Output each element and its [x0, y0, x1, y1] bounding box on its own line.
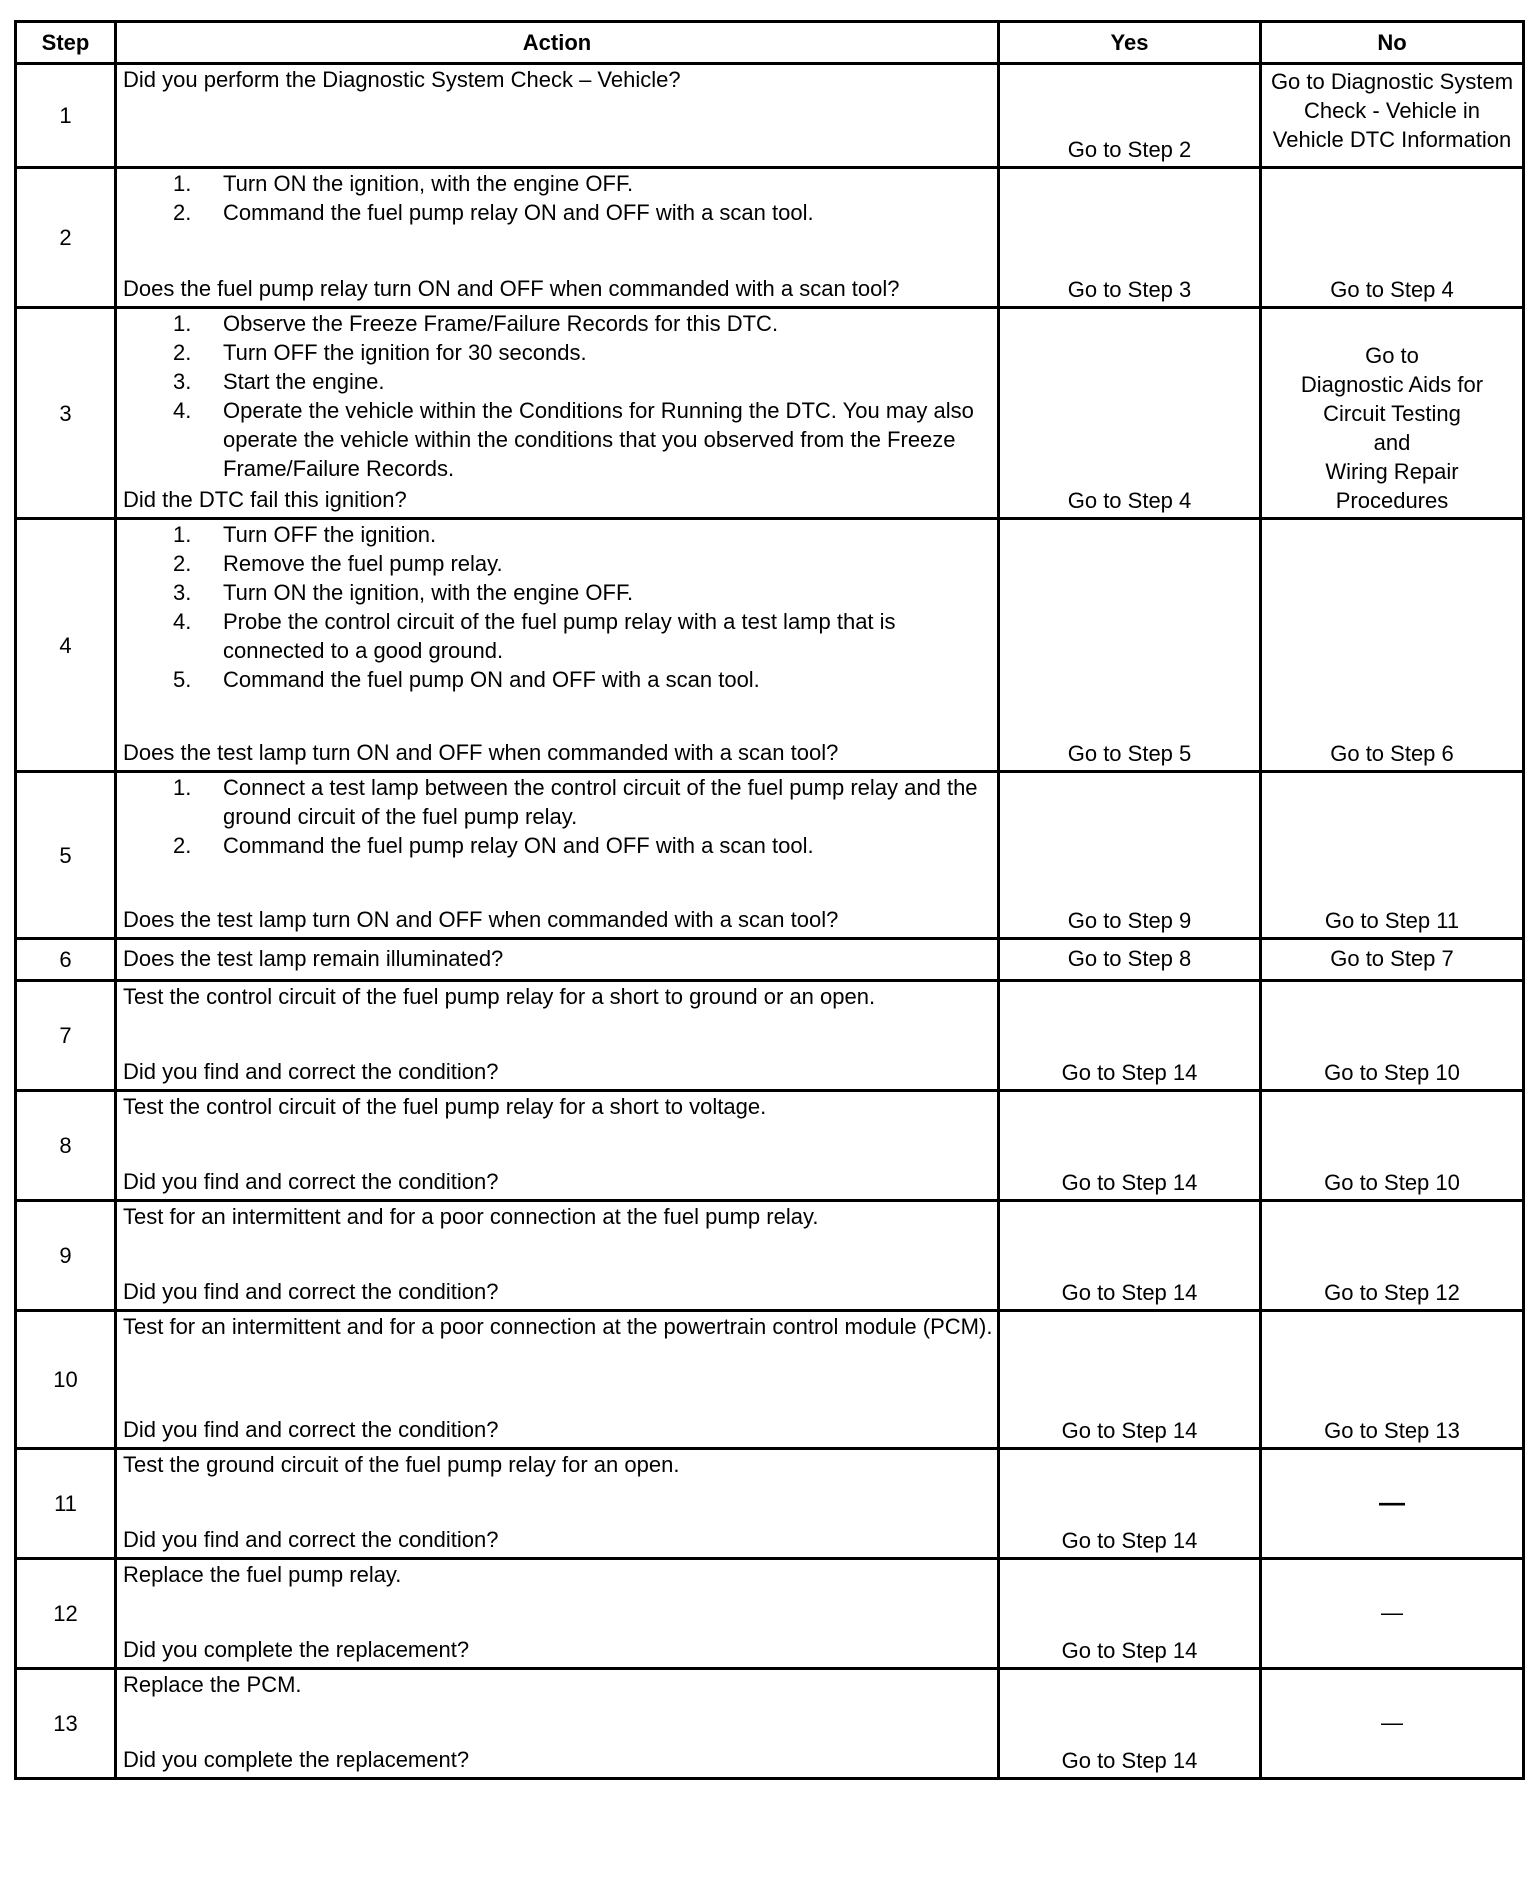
header-yes: Yes [999, 22, 1261, 64]
action-question: Did you find and correct the condition? [123, 1417, 499, 1442]
table-row [16, 981, 1524, 1091]
table-row [16, 308, 1524, 519]
action-question: Did you find and correct the condition? [123, 1169, 499, 1194]
yes-cell: Go to Step 8 [999, 939, 1261, 981]
action-question: Does the test lamp turn ON and OFF when commanded with a scan tool? [123, 740, 839, 765]
step-number: 11 [16, 1449, 116, 1559]
action-question: Did you find and correct the condition? [123, 1527, 499, 1552]
table-row [16, 1669, 1524, 1779]
yes-cell: Go to Step 14 [999, 1201, 1261, 1311]
step-number: 8 [16, 1091, 116, 1201]
no-cell: Go to Step 7 [1261, 939, 1524, 981]
no-cell [1261, 1449, 1524, 1559]
table-row [16, 1311, 1524, 1449]
action-step-item: 1. Connect a test lamp between the control circuit of the fuel pump relay and the ground circuit of the fuel pump relay. [173, 775, 978, 829]
header-no: No [1261, 22, 1524, 64]
yes-cell: Go to Step 3 [999, 168, 1261, 308]
yes-cell: Go to Step 4 [999, 308, 1261, 519]
table-row [16, 64, 1524, 168]
yes-cell: Go to Step 14 [999, 1669, 1261, 1779]
action-intro: Did you perform the Diagnostic System Check – Vehicle? [123, 67, 681, 92]
table-row [16, 1091, 1524, 1201]
yes-cell: Go to Step 5 [999, 519, 1261, 772]
action-step-item: 2. Command the fuel pump relay ON and OFF with a scan tool. [173, 200, 814, 225]
action-intro: Test for an intermittent and for a poor connection at the powertrain control module (PCM). [123, 1314, 993, 1339]
action-cell [116, 519, 999, 772]
table-row [16, 772, 1524, 939]
action-intro: Replace the fuel pump relay. [123, 1562, 402, 1587]
step-number: 1 [16, 64, 116, 168]
action-question: Did you complete the replacement? [123, 1747, 470, 1772]
table-row [16, 1559, 1524, 1669]
step-number: 13 [16, 1669, 116, 1779]
action-step-item: 3. Turn ON the ignition, with the engine OFF. [173, 580, 634, 605]
header-step: Step [16, 22, 116, 64]
action-question: Did you find and correct the condition? [123, 1059, 499, 1084]
no-cell: Go to Step 10 [1261, 981, 1524, 1091]
action-intro: Test the control circuit of the fuel pump relay for a short to ground or an open. [123, 984, 876, 1009]
action-intro: Does the test lamp remain illuminated? [123, 946, 504, 971]
action-cell [116, 1091, 999, 1201]
yes-cell: Go to Step 14 [999, 981, 1261, 1091]
step-number: 5 [16, 772, 116, 939]
no-cell: Go to Step 6 [1261, 519, 1524, 772]
action-step-item: 4. Probe the control circuit of the fuel pump relay with a test lamp that is connected to a good ground. [173, 609, 896, 663]
action-cell [116, 1669, 999, 1779]
no-cell: Go to Step 4 [1261, 168, 1524, 308]
action-cell [116, 981, 999, 1091]
action-question: Did the DTC fail this ignition? [123, 487, 407, 512]
step-number: 12 [16, 1559, 116, 1669]
step-number: 9 [16, 1201, 116, 1311]
action-step-item: 2. Turn OFF the ignition for 30 seconds. [173, 340, 587, 365]
yes-cell: Go to Step 14 [999, 1449, 1261, 1559]
no-cell: Go to Step 11 [1261, 772, 1524, 939]
step-number: 2 [16, 168, 116, 308]
action-steps [123, 520, 993, 694]
yes-cell: Go to Step 9 [999, 772, 1261, 939]
diagnostic-table [14, 20, 1525, 1780]
no-cell: Go to Diagnostic Aids for Circuit Testing and Wiring Repair Procedures [1261, 308, 1524, 519]
action-step-item: 2. Command the fuel pump relay ON and OFF with a scan tool. [173, 833, 814, 858]
step-number: 7 [16, 981, 116, 1091]
action-step-item: 1. Turn ON the ignition, with the engine OFF. [173, 171, 634, 196]
table-row [16, 519, 1524, 772]
action-intro: Test the control circuit of the fuel pump relay for a short to voltage. [123, 1094, 767, 1119]
action-step-item: 5. Command the fuel pump ON and OFF with a scan tool. [173, 667, 760, 692]
action-step-item: 2. Remove the fuel pump relay. [173, 551, 503, 576]
action-intro: Test for an intermittent and for a poor connection at the fuel pump relay. [123, 1204, 819, 1229]
table-row [16, 168, 1524, 308]
no-cell: Go to Diagnostic System Check - Vehicle in Vehicle DTC Information [1261, 64, 1524, 168]
no-cell: Go to Step 12 [1261, 1201, 1524, 1311]
action-step-item: 3. Start the engine. [173, 369, 385, 394]
yes-cell: Go to Step 14 [999, 1311, 1261, 1449]
step-number: 3 [16, 308, 116, 519]
action-step-item: 1. Turn OFF the ignition. [173, 522, 437, 547]
yes-cell: Go to Step 2 [999, 64, 1261, 168]
no-cell: Go to Step 10 [1261, 1091, 1524, 1201]
no-cell: Go to Step 13 [1261, 1311, 1524, 1449]
step-number: 10 [16, 1311, 116, 1449]
action-cell [116, 1201, 999, 1311]
action-question: Did you find and correct the condition? [123, 1279, 499, 1304]
action-cell [116, 1449, 999, 1559]
action-cell [116, 939, 999, 981]
action-steps [123, 773, 993, 860]
action-cell [116, 308, 999, 519]
header-row [16, 22, 1524, 64]
table-row [16, 939, 1524, 981]
table-row [16, 1449, 1524, 1559]
no-cell: — [1261, 1559, 1524, 1669]
action-step-item: 4. Operate the vehicle within the Conditions for Running the DTC. You may also operate the vehicle within the conditions that you observed from the Freeze Frame/Failure Records. [173, 398, 974, 481]
action-steps [123, 169, 993, 227]
step-number: 4 [16, 519, 116, 772]
action-question: Does the test lamp turn ON and OFF when commanded with a scan tool? [123, 907, 839, 932]
no-cell: — [1261, 1669, 1524, 1779]
action-intro: Test the ground circuit of the fuel pump relay for an open. [123, 1452, 680, 1477]
step-number: 6 [16, 939, 116, 981]
action-step-item: 1. Observe the Freeze Frame/Failure Records for this DTC. [173, 311, 779, 336]
action-question: Does the fuel pump relay turn ON and OFF when commanded with a scan tool? [123, 276, 900, 301]
table-row [16, 1201, 1524, 1311]
yes-cell: Go to Step 14 [999, 1091, 1261, 1201]
action-cell [116, 772, 999, 939]
header-action: Action [116, 22, 999, 64]
action-question: Did you complete the replacement? [123, 1637, 470, 1662]
no-dash: — [1379, 1486, 1405, 1517]
action-cell [116, 168, 999, 308]
action-intro: Replace the PCM. [123, 1672, 302, 1697]
action-cell [116, 1311, 999, 1449]
yes-cell: Go to Step 14 [999, 1559, 1261, 1669]
action-cell [116, 1559, 999, 1669]
action-steps [123, 309, 993, 483]
action-cell [116, 64, 999, 168]
